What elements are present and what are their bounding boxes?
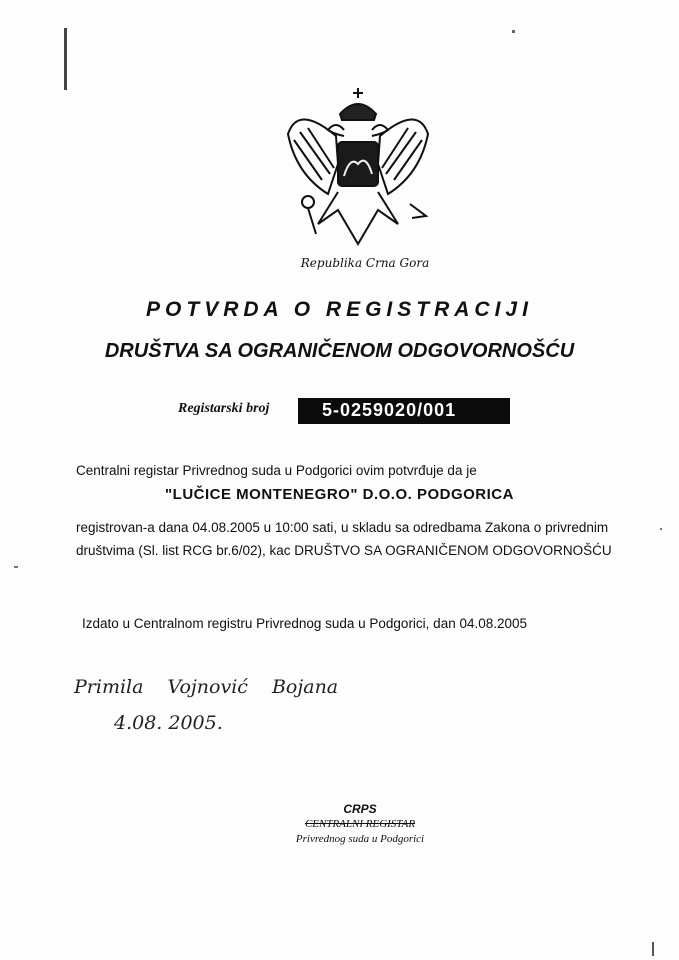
scan-edge-mark [652, 942, 654, 956]
handwritten-received-by: Primila Vojnović Bojana [74, 676, 339, 698]
certificate-title: POTVRDA O REGISTRACIJI [146, 298, 533, 321]
scan-speck [660, 528, 662, 530]
stamp-line2: Privrednog suda u Podgorici [295, 833, 425, 845]
scan-speck [14, 566, 18, 568]
scan-speck [512, 30, 515, 33]
registration-text-line2: društvima (Sl. list RCG br.6/02), kac DRUŠTVO SA OGRANIČENOM ODGOVORNOŠĆU [76, 543, 612, 558]
stamp-abbreviation: CRPS [343, 802, 377, 816]
company-name: "LUČICE MONTENEGRO" D.O.O. PODGORICA [165, 486, 514, 503]
registration-text-line1: registrovan-a dana 04.08.2005 u 10:00 sati, u skladu sa odredbama Zakona o privrednim [76, 520, 609, 535]
registration-number: 5-0259020/001 [322, 400, 457, 420]
emblem-caption: Republika Crna Gora [300, 256, 430, 270]
intro-text: Centralni registar Privrednog suda u Podgorici ovim potvrđuje da je [76, 463, 477, 478]
issued-text: Izdato u Centralnom registru Privrednog suda u Podgorici, dan 04.08.2005 [82, 616, 528, 631]
stamp-line1: CENTRALNI REGISTAR [304, 818, 416, 830]
registration-label: Registarski broj [178, 401, 270, 416]
registry-stamp [280, 802, 440, 847]
handwritten-date: 4.08. 2005. [114, 712, 223, 734]
binding-mark [64, 28, 67, 90]
certificate-subtitle: DRUŠTVA SA OGRANIČENOM ODGOVORNOŠĆU [104, 340, 575, 362]
coat-of-arms-icon [278, 84, 438, 254]
